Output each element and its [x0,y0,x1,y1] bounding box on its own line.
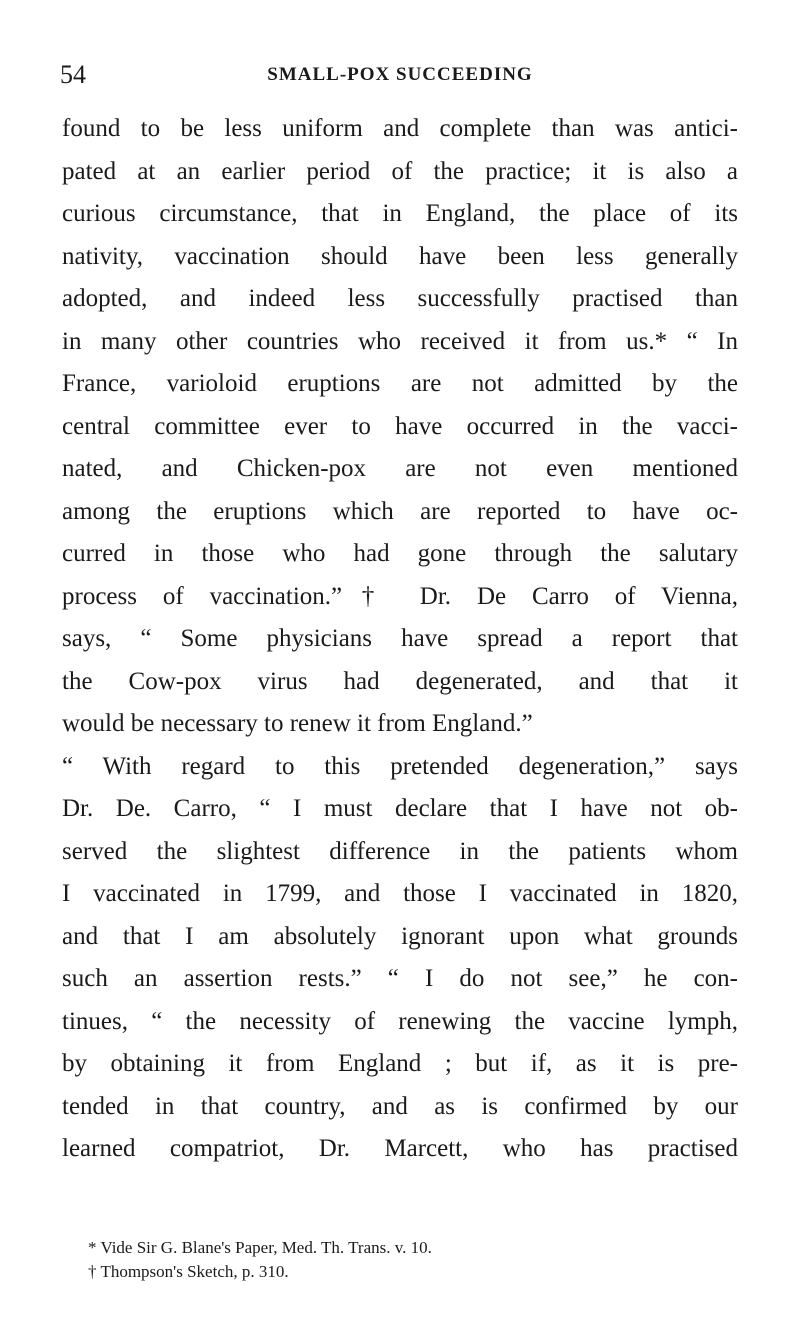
text-line: curious circumstance, that in England, the place of its [62,200,738,227]
footnotes [88,1236,728,1284]
text-line: by obtaining it from England ; but if, as it is pre- [62,1050,738,1077]
text-line: Dr. De. Carro, “ I must declare that I have not ob- [62,795,738,822]
text-line: tinues, “ the necessity of renewing the vaccine lymph, [62,1007,738,1035]
text-line: I vaccinated in 1799, and those I vaccinated in 1820, [62,880,738,907]
text-line: in many other countries who received it from us.* “ In [62,327,738,355]
text-line: “ With regard to this pretended degeneration,” says [62,752,738,780]
text-line: and that I am absolutely ignorant upon what grounds [62,922,738,950]
body-text [62,108,738,1171]
text-line: among the eruptions which are reported to have oc- [62,497,738,525]
text-line: curred in those who had gone through the salutary [62,540,738,567]
text-line: would be necessary to renew it from England.” [62,710,533,737]
text-line: pated at an earlier period of the practice; it is also a [62,157,738,185]
page-number: 54 [60,60,86,89]
running-head: SMALL-POX SUCCEEDING [267,64,533,85]
text-line: found to be less uniform and complete than was antici- [62,115,738,142]
text-line: adopted, and indeed less successfully practised than [62,285,738,312]
text-line: nativity, vaccination should have been less generally [62,242,738,270]
text-line: central committee ever to have occurred in the vacci- [62,412,738,440]
text-line: served the slightest difference in the patients whom [62,837,738,865]
text-line: tended in that country, and as is confirmed by our [62,1092,738,1120]
text-line: learned compatriot, Dr. Marcett, who has practised [62,1135,738,1162]
text-line: France, varioloid eruptions are not admitted by the [62,370,738,397]
page-header [60,60,740,100]
footnote: * Vide Sir G. Blane's Paper, Med. Th. Trans. v. 10. [88,1238,432,1257]
text-line: the Cow-pox virus had degenerated, and that it [62,667,738,695]
text-line: process of vaccination.”† Dr. De Carro of Vienna, [62,582,738,610]
text-line: says, “ Some physicians have spread a report that [62,625,738,652]
text-line: such an assertion rests.” “ I do not see,” he con- [62,965,738,992]
footnote: † Thompson's Sketch, p. 310. [88,1262,289,1281]
text-line: nated, and Chicken-pox are not even mentioned [62,455,738,482]
